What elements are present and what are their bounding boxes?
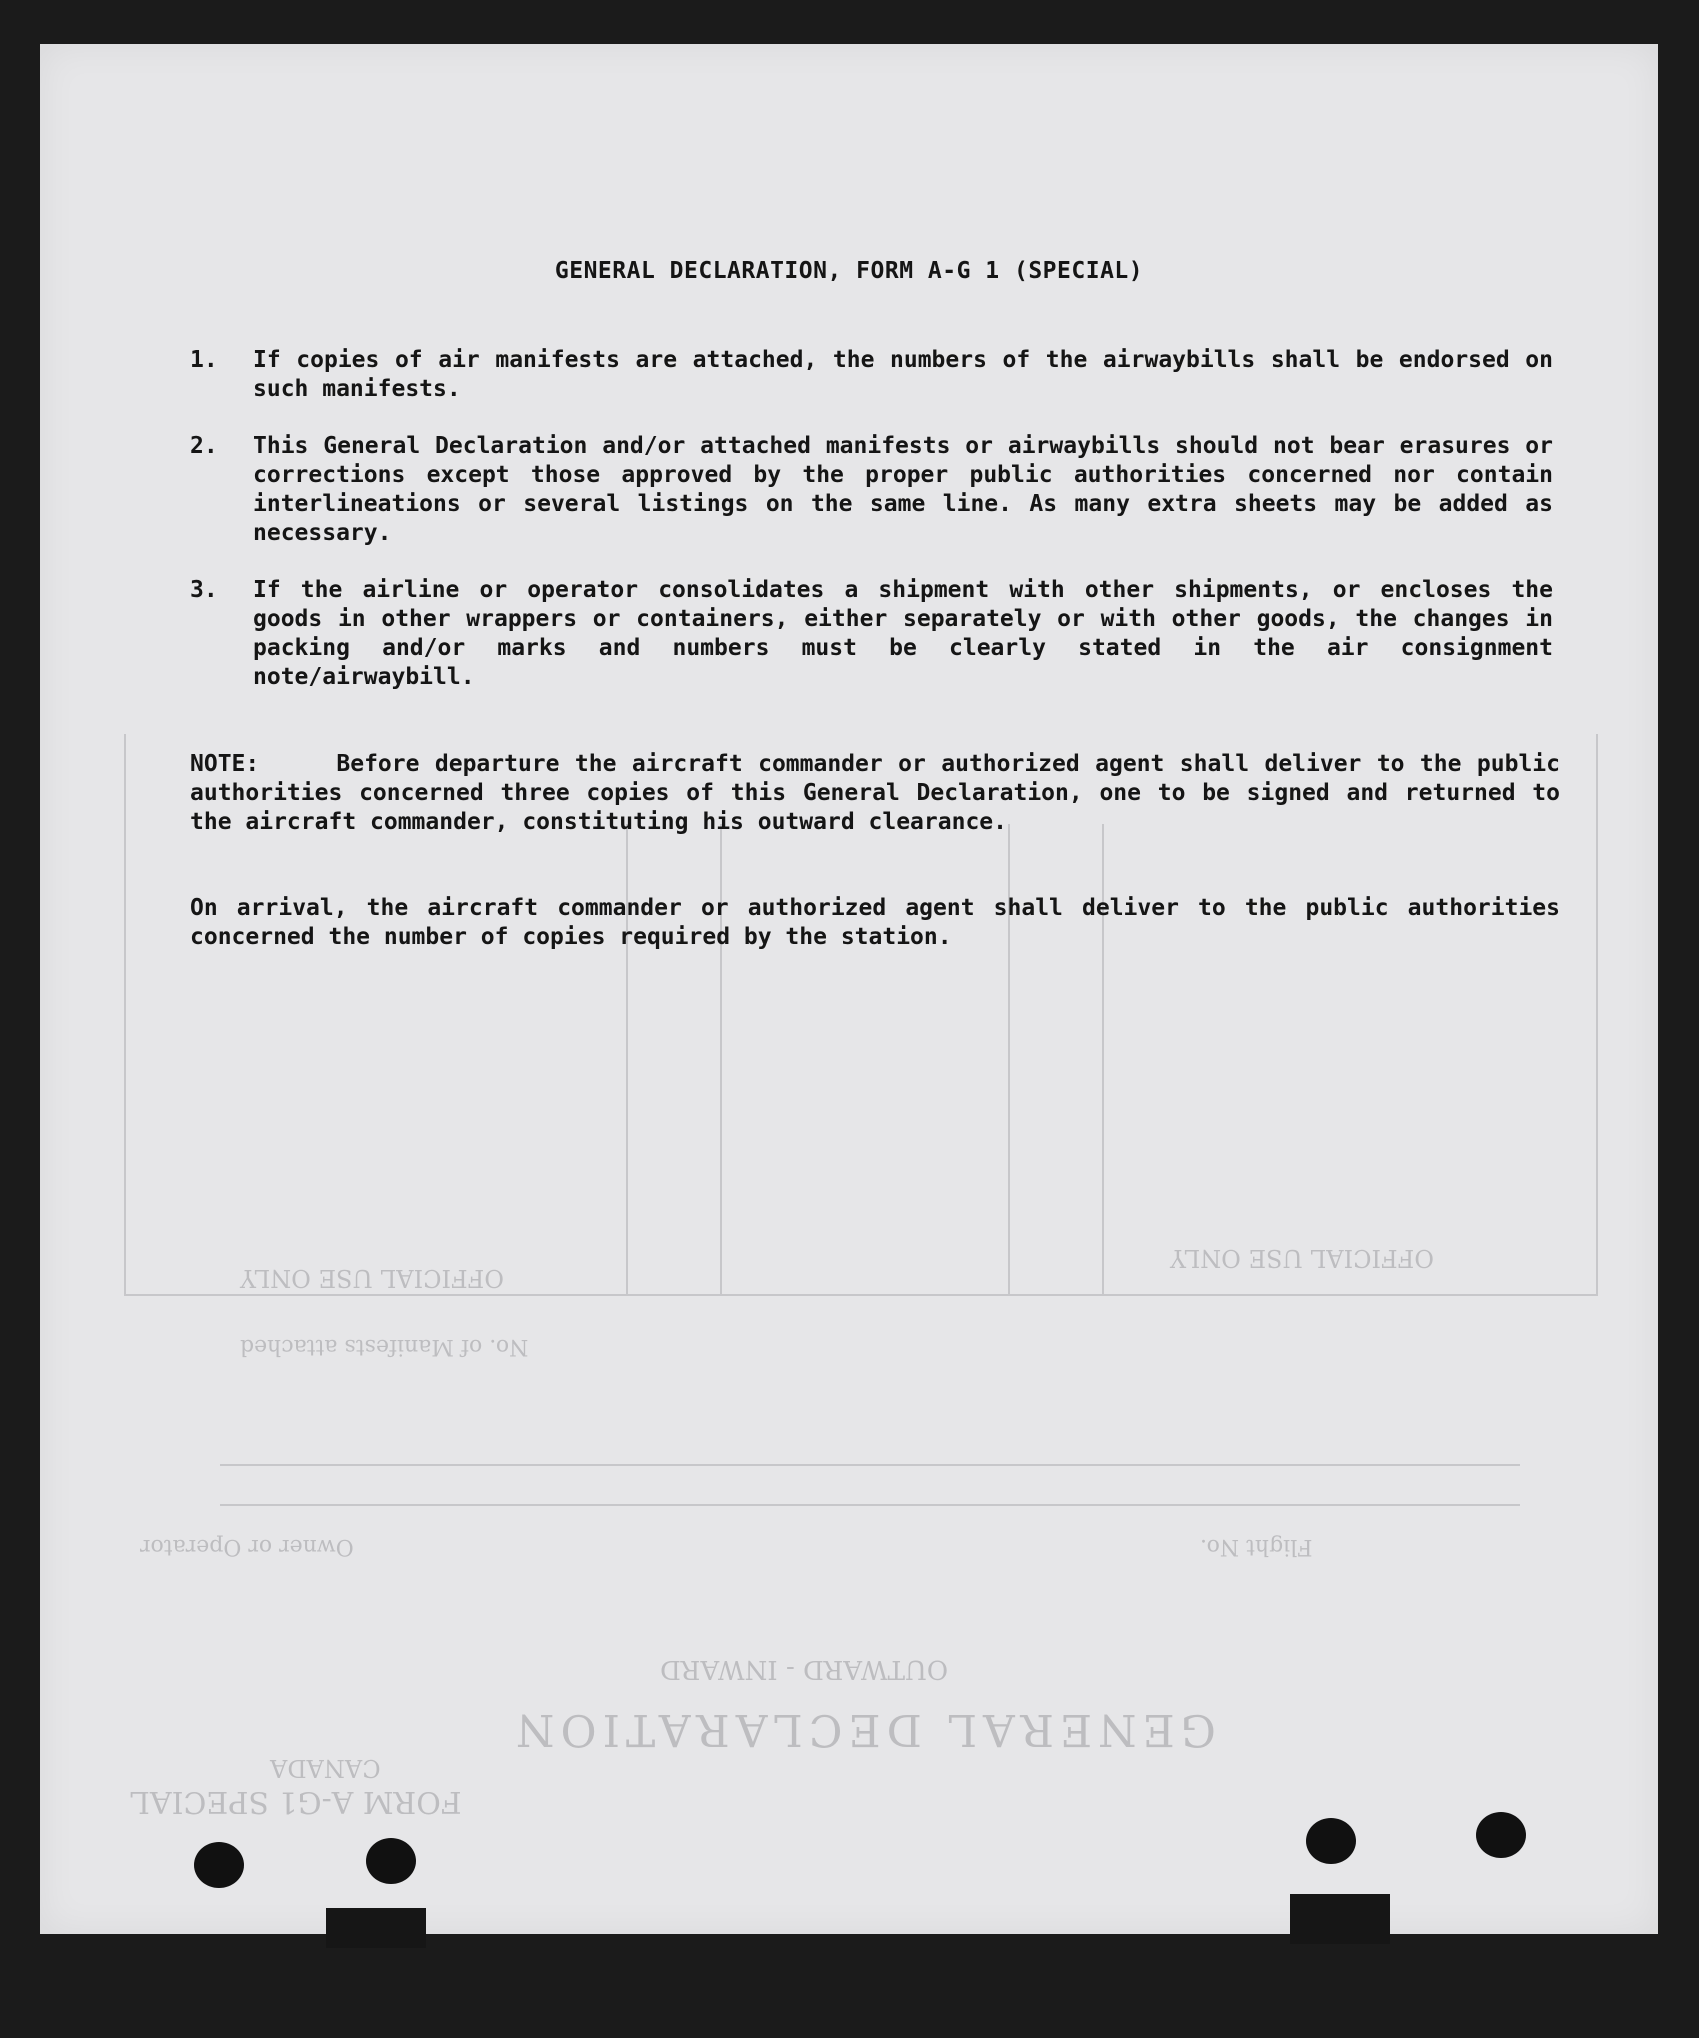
note-text: Before departure the aircraft commander or authorized agent shall deliver to the public authorities concerned three copies of this General Declaration, one to be signed and returned to the aircraft commander, constituting his outward clearance. xyxy=(190,751,1560,835)
note-label: NOTE: xyxy=(190,751,260,777)
show-through-official-left: OFFICIAL USE ONLY xyxy=(240,1264,504,1292)
show-through-form-rule xyxy=(220,1504,1520,1506)
punch-hole xyxy=(1306,1818,1356,1864)
show-through-official-right: OFFICIAL USE ONLY xyxy=(1170,1244,1434,1272)
item-number: 1. xyxy=(190,347,218,373)
show-through-manifests: No. of Manifests attached xyxy=(240,1334,529,1359)
item-text: If copies of air manifests are attached, the numbers of the airwaybills shall be endorsed on such manifests. xyxy=(253,347,1553,402)
show-through-country: CANADA xyxy=(270,1754,381,1782)
binder-tab xyxy=(326,1908,426,1948)
note-paragraph xyxy=(190,750,1560,837)
show-through-flight: Flight No. xyxy=(1200,1534,1313,1559)
item-number: 2. xyxy=(190,433,218,459)
item-text: This General Declaration and/or attached manifests or airwaybills should not bear erasures or corrections except those approved by the proper public authorities concerned nor contain interlineations or several listings on the same line. As many extra sheets may be added as necessary. xyxy=(253,433,1553,546)
show-through-form-rule xyxy=(220,1464,1520,1466)
arrival-paragraph: On arrival, the aircraft commander or authorized agent shall deliver to the public authorities concerned the number of copies required by the station. xyxy=(190,895,1560,950)
item-number: 3. xyxy=(190,577,218,603)
show-through-form-title: GENERAL DECLARATION xyxy=(510,1704,1216,1755)
punch-hole xyxy=(1476,1812,1526,1858)
show-through-owner: Owner or Operator xyxy=(140,1534,354,1559)
show-through-form-number: FORM A-G1 SPECIAL xyxy=(130,1784,462,1819)
item-text: If the airline or operator consolidates a shipment with other shipments, or encloses the goods in other wrappers or containers, either separately or with other goods, the changes in packing and/or marks and numbers must be clearly stated in the air consignment note/airwaybill. xyxy=(253,577,1553,690)
show-through-subtitle: OUTWARD - INWARD xyxy=(660,1654,949,1684)
binder-tab xyxy=(1290,1894,1390,1944)
punch-hole xyxy=(194,1842,244,1888)
document-page xyxy=(40,44,1658,1934)
punch-hole xyxy=(366,1838,416,1884)
page-title: GENERAL DECLARATION, FORM A-G 1 (SPECIAL) xyxy=(554,258,1144,284)
